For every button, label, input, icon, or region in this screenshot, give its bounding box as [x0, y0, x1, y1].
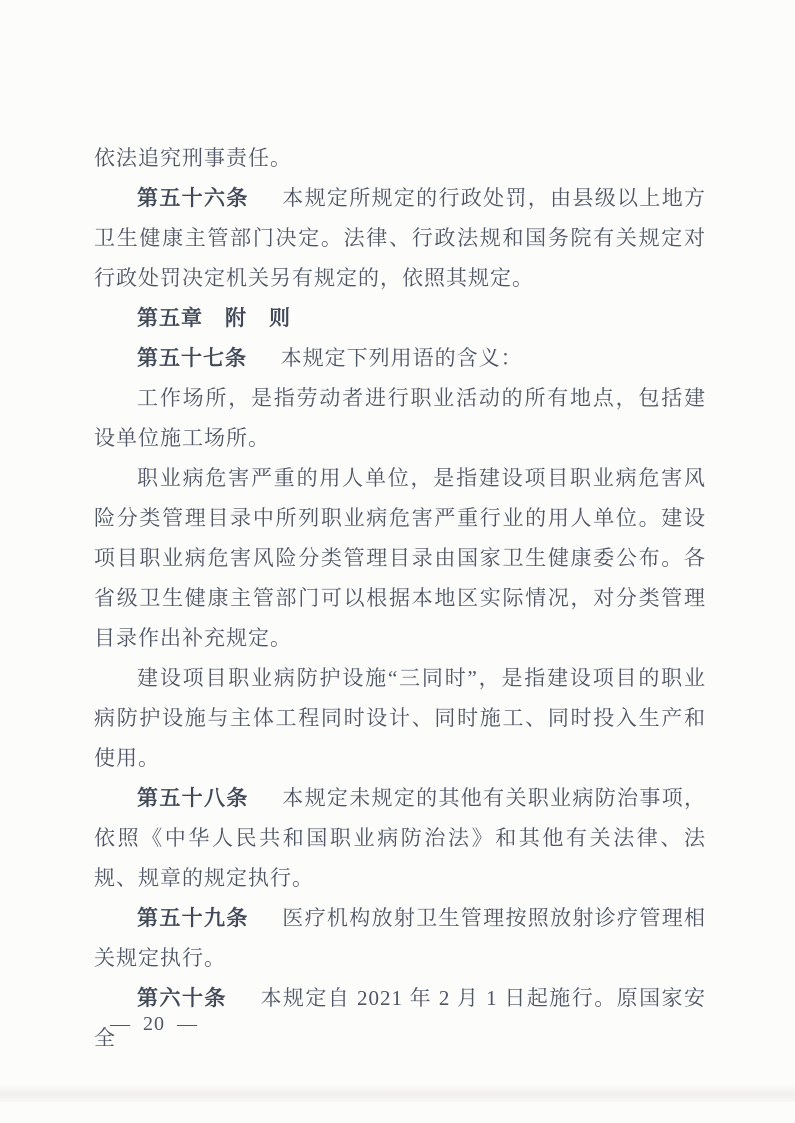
scan-edge-shadow [0, 1084, 795, 1102]
document-body [94, 138, 706, 1058]
article-59-number: 第五十九条 [137, 906, 249, 930]
article-58-number: 第五十八条 [137, 786, 249, 810]
article-56 [94, 178, 706, 298]
article-58 [94, 778, 706, 898]
article-57-number: 第五十七条 [137, 346, 248, 370]
paragraph-continuation: 依法追究刑事责任。 [94, 146, 292, 170]
article-60-text: 本规定自 2021 年 2 月 1 日起施行。原国家安全 [94, 986, 707, 1050]
page-number: — 20 — [110, 1013, 198, 1035]
article-58-text: 本规定未规定的其他有关职业病防治事项，依照《中华人民共和国职业病防治法》和其他有关法律、法规、规章的规定执行。 [94, 786, 707, 890]
chapter-5-heading: 第五章 附 则 [137, 306, 292, 330]
definition-workplace: 工作场所，是指劳动者进行职业活动的所有地点，包括建设单位施工场所。 [94, 386, 706, 450]
article-59 [94, 898, 706, 978]
definition-serious-hazard-employer: 职业病危害严重的用人单位，是指建设项目职业病危害风险分类管理目录中所列职业病危害严重行业的用人单位。建设项目职业病危害风险分类管理目录由国家卫生健康委公布。各省级卫生健康主管部门可以根据本地区实际情况，对分类管理目录作出补充规定。 [94, 466, 706, 650]
article-59-text: 医疗机构放射卫生管理按照放射诊疗管理相关规定执行。 [94, 906, 707, 970]
article-56-text: 本规定所规定的行政处罚，由县级以上地方卫生健康主管部门决定。法律、行政法规和国务院有关规定对行政处罚决定机关另有规定的，依照其规定。 [94, 186, 707, 290]
article-57-text: 本规定下列用语的含义： [280, 346, 523, 370]
article-56-number: 第五十六条 [137, 186, 249, 210]
definition-three-simultaneous: 建设项目职业病防护设施“三同时”，是指建设项目的职业病防护设施与主体工程同时设计、同时施工、同时投入生产和使用。 [94, 666, 706, 770]
article-57 [94, 338, 706, 378]
article-60-number: 第六十条 [137, 986, 227, 1010]
